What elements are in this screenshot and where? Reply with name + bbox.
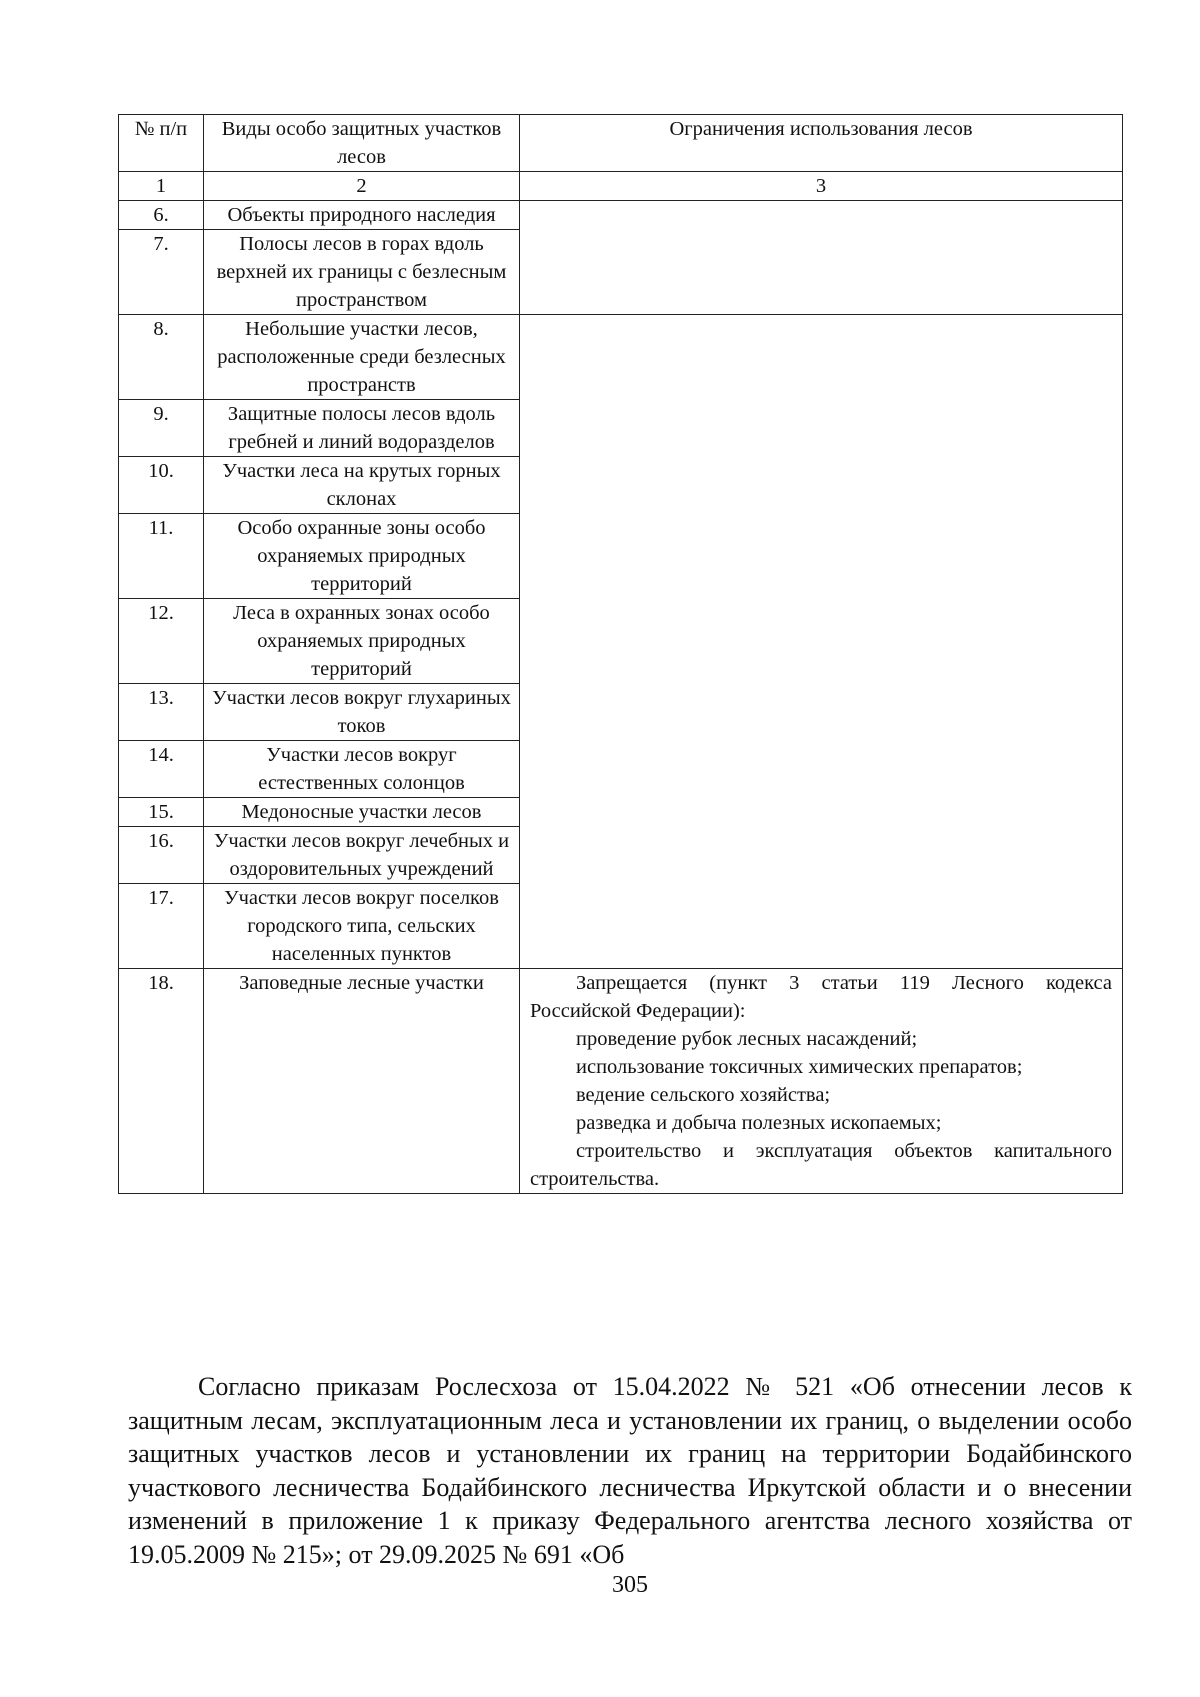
row-kind: Защитные полосы лесов вдоль гребней и линий водоразделов — [204, 400, 520, 457]
row-number: 8. — [119, 315, 204, 400]
header-num: № п/п — [119, 115, 204, 172]
col-number: 2 — [204, 172, 520, 201]
row-kind: Полосы лесов в горах вдоль верхней их границы с безлесным пространством — [204, 230, 520, 315]
row-kind: Участки лесов вокруг лечебных и оздоровительных учреждений — [204, 827, 520, 884]
header-restrictions: Ограничения использования лесов — [520, 115, 1123, 172]
header-kind: Виды особо защитных участков лесов — [204, 115, 520, 172]
row-kind: Участки лесов вокруг естественных солонцов — [204, 741, 520, 798]
column-number-row — [119, 172, 1123, 201]
row-number: 15. — [119, 798, 204, 827]
row-number: 7. — [119, 230, 204, 315]
row-kind: Участки леса на крутых горных склонах — [204, 457, 520, 514]
row-kind: Медоносные участки лесов — [204, 798, 520, 827]
row-number: 9. — [119, 400, 204, 457]
page-number: 305 — [612, 1572, 648, 1598]
row-number: 16. — [119, 827, 204, 884]
table-header-row — [119, 115, 1123, 172]
restriction-item: использование токсичных химических препаратов; — [576, 1056, 1023, 1078]
restriction-item: разведка и добыча полезных ископаемых; — [576, 1112, 942, 1134]
row-number: 12. — [119, 599, 204, 684]
restriction-cell-18 — [520, 969, 1123, 1194]
table-row — [119, 969, 1123, 1194]
row-kind: Леса в охранных зонах особо охраняемых природных территорий — [204, 599, 520, 684]
row-kind: Небольшие участки лесов, расположенные среди безлесных пространств — [204, 315, 520, 400]
row-number: 14. — [119, 741, 204, 798]
col-number: 1 — [119, 172, 204, 201]
restriction-item: строительство и эксплуатация объектов капитального строительства. — [530, 1140, 1112, 1190]
row-kind: Особо охранные зоны особо охраняемых природных территорий — [204, 514, 520, 599]
col-number: 3 — [520, 172, 1123, 201]
restriction-intro: Запрещается (пункт 3 статьи 119 Лесного кодекса Российской Федерации): — [530, 972, 1112, 1022]
restriction-item: проведение рубок лесных насаждений; — [576, 1028, 918, 1050]
restriction-item: ведение сельского хозяйства; — [576, 1084, 831, 1106]
body-paragraph — [128, 1370, 1132, 1571]
forest-restrictions-table — [118, 114, 1123, 1194]
table-row — [119, 201, 1123, 230]
table-row — [119, 315, 1123, 400]
row-kind: Заповедные лесные участки — [204, 969, 520, 1194]
row-number: 11. — [119, 514, 204, 599]
row-number: 6. — [119, 201, 204, 230]
row-number: 17. — [119, 884, 204, 969]
restriction-cell-empty — [520, 315, 1123, 969]
row-number: 13. — [119, 684, 204, 741]
row-number: 18. — [119, 969, 204, 1194]
restriction-cell-empty — [520, 201, 1123, 315]
row-kind: Участки лесов вокруг глухариных токов — [204, 684, 520, 741]
row-kind: Объекты природного наследия — [204, 201, 520, 230]
row-kind: Участки лесов вокруг поселков городского типа, сельских населенных пунктов — [204, 884, 520, 969]
paragraph-text: Согласно приказам Рослесхоза от 15.04.2022 № 521 «Об отнесении лесов к защитным лесам, эксплуатационным леса и установлении их границ, о выделении особо защитных участков лесов и установлении их границ на территории Бодайбинского участкового лесничества Бодайбинского лесничества Иркутской области и о внесении изменений в приложение 1 к приказу Федерального агентства лесного хозяйства от 19.05.2009 № 215»; от 29.09.2025 № 691 «Об — [128, 1372, 1132, 1569]
row-number: 10. — [119, 457, 204, 514]
